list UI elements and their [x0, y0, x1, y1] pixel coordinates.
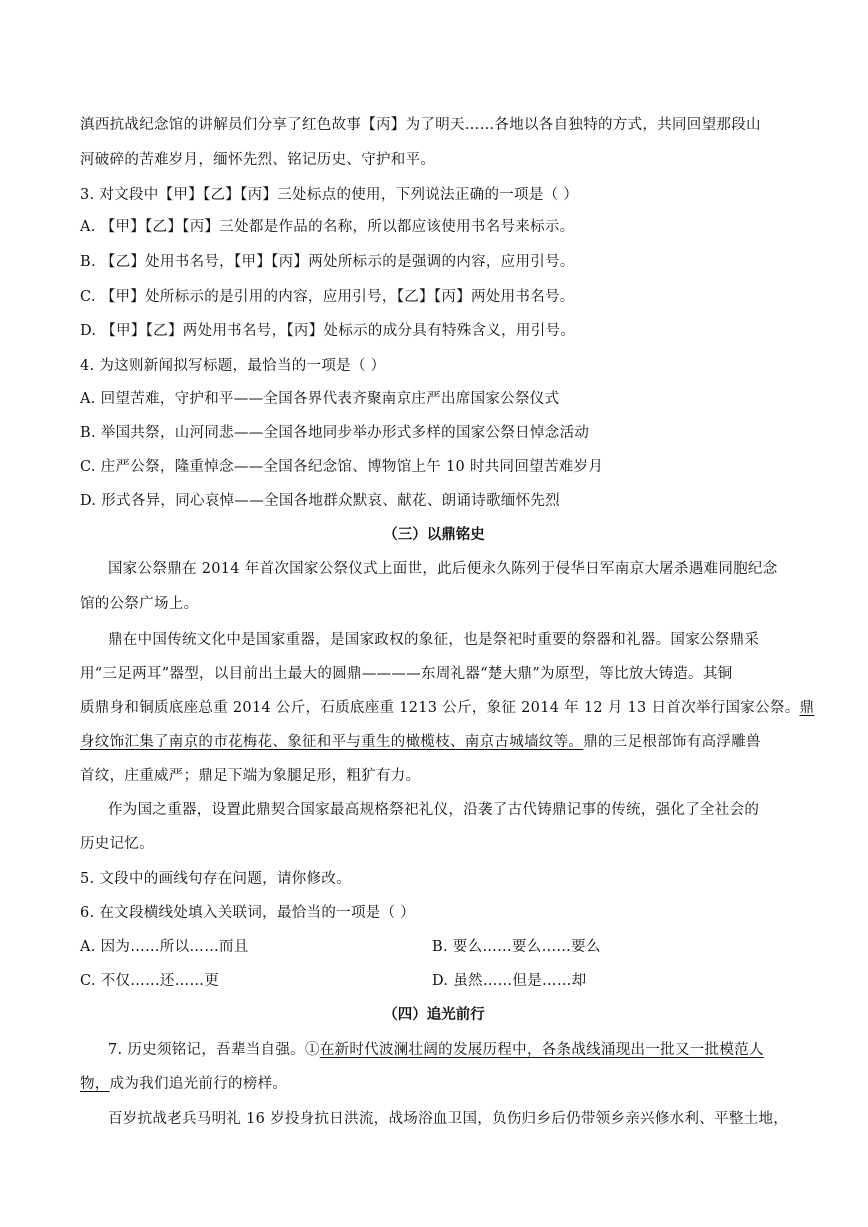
paragraph-line: 作为国之重器，设置此鼎契合国家最高规格祭祀礼仪，沿袭了古代铸鼎记事的传统，强化了全社会的 [108, 802, 760, 818]
underlined-sentence: 身纹饰汇集了南京的市花梅花、象征和平与重生的橄榄枝、南京古城墙纹等。 [80, 734, 584, 750]
question-6-stem: 6. 在文段横线处填入关联词，最恰当的一项是（ ） [80, 905, 416, 921]
question-3-option-d: D. 【甲】【乙】两处用书名号，【丙】处标示的成分具有特殊含义，用引号。 [80, 323, 576, 339]
question-7-line [108, 1038, 764, 1059]
paragraph-line: 馆的公祭广场上。 [80, 596, 199, 612]
passage-line: 河破碎的苦难岁月，缅怀先烈、铭记历史、守护和平。 [80, 152, 436, 168]
question-7-line [80, 1072, 287, 1093]
paragraph-line [80, 730, 761, 751]
paragraph-line [80, 696, 814, 717]
passage-line: 滇西抗战纪念馆的讲解员们分享了红色故事【丙】为了明天……各地以各自独特的方式，共同回望那段山 [80, 117, 761, 133]
question-3-option-a: A. 【甲】【乙】【丙】三处都是作品的名称，所以都应该使用书名号来标示。 [80, 219, 575, 235]
question-4-option-c: C. 庄严公祭，隆重悼念——全国各纪念馆、博物馆上午 10 时共同回望苦难岁月 [80, 459, 604, 475]
question-4-stem: 4. 为这则新闻拟写标题，最恰当的一项是（ ） [80, 358, 386, 374]
question-4-option-d: D. 形式各异，同心哀悼——全国各地群众默哀、献花、朗诵诗歌缅怀先烈 [80, 493, 561, 509]
question-3-option-c: C. 【甲】处所标示的是引用的内容，应用引号，【乙】【丙】两处用书名号。 [80, 289, 575, 305]
paragraph-line: 首纹，庄重威严；鼎足下端为象腿足形，粗犷有力。 [80, 768, 421, 784]
question-6-option-d: D. 虽然……但是……却 [432, 973, 587, 989]
paragraph-line: 百岁抗战老兵马明礼 16 岁投身抗日洪流，战场浴血卫国，负伤归乡后仍带领乡亲兴修水利、平整土地， [108, 1111, 789, 1127]
question-6-option-a: A. 因为……所以……而且 [80, 939, 249, 955]
underlined-sentence: 在新时代波澜壮阔的发展历程中，各条战线涌现出一批又一批模范人 [319, 1042, 764, 1058]
question-4-option-b: B. 举国共祭，山河同悲——全国各地同步举办形式多样的国家公祭日悼念活动 [80, 425, 590, 441]
question-5-stem: 5. 文段中的画线句存在问题，请你修改。 [80, 871, 351, 887]
question-6-option-b: B. 要么……要么……要么 [432, 939, 601, 955]
question-3-stem: 3. 对文段中【甲】【乙】【丙】三处标点的使用，下列说法正确的一项是（ ） [80, 187, 579, 203]
paragraph-line: 用“三足两耳”器型，以目前出土最大的圆鼎————东周礼器“楚大鼎”为原型，等比放大铸造。其铜 [80, 666, 733, 682]
underlined-sentence: 鼎 [799, 700, 815, 716]
paragraph-text: 鼎的三足根部饰有高浮雕兽 [583, 734, 761, 750]
paragraph-line: 历史记忆。 [80, 836, 154, 852]
section-4-title: （四）追光前行 [383, 1006, 485, 1023]
question-6-option-c: C. 不仅……还……更 [80, 973, 220, 989]
paragraph-text: 质鼎身和铜质底座总重 2014 公斤，石质底座重 1213 公斤，象征 2014 年 12 月 13 日首次举行国家公祭。 [80, 700, 800, 716]
paragraph-text: 7. 历史须铭记，吾辈当自强。① [108, 1042, 320, 1058]
question-4-option-a: A. 回望苦难，守护和平——全国各界代表齐聚南京庄严出席国家公祭仪式 [80, 391, 560, 407]
underlined-sentence: 物， [80, 1076, 110, 1092]
question-3-option-b: B. 【乙】处用书名号，【甲】【丙】两处所标示的是强调的内容，应用引号。 [80, 254, 575, 270]
paragraph-line: 鼎在中国传统文化中是国家重器，是国家政权的象征，也是祭祀时重要的祭器和礼器。国家公祭鼎采 [108, 632, 760, 648]
paragraph-text: 成为我们追光前行的榜样。 [109, 1076, 288, 1092]
paragraph-line: 国家公祭鼎在 2014 年首次国家公祭仪式上面世，此后便永久陈列于侵华日军南京大屠杀遇难同胞纪念 [108, 561, 778, 577]
section-3-title: （三）以鼎铭史 [383, 526, 485, 543]
